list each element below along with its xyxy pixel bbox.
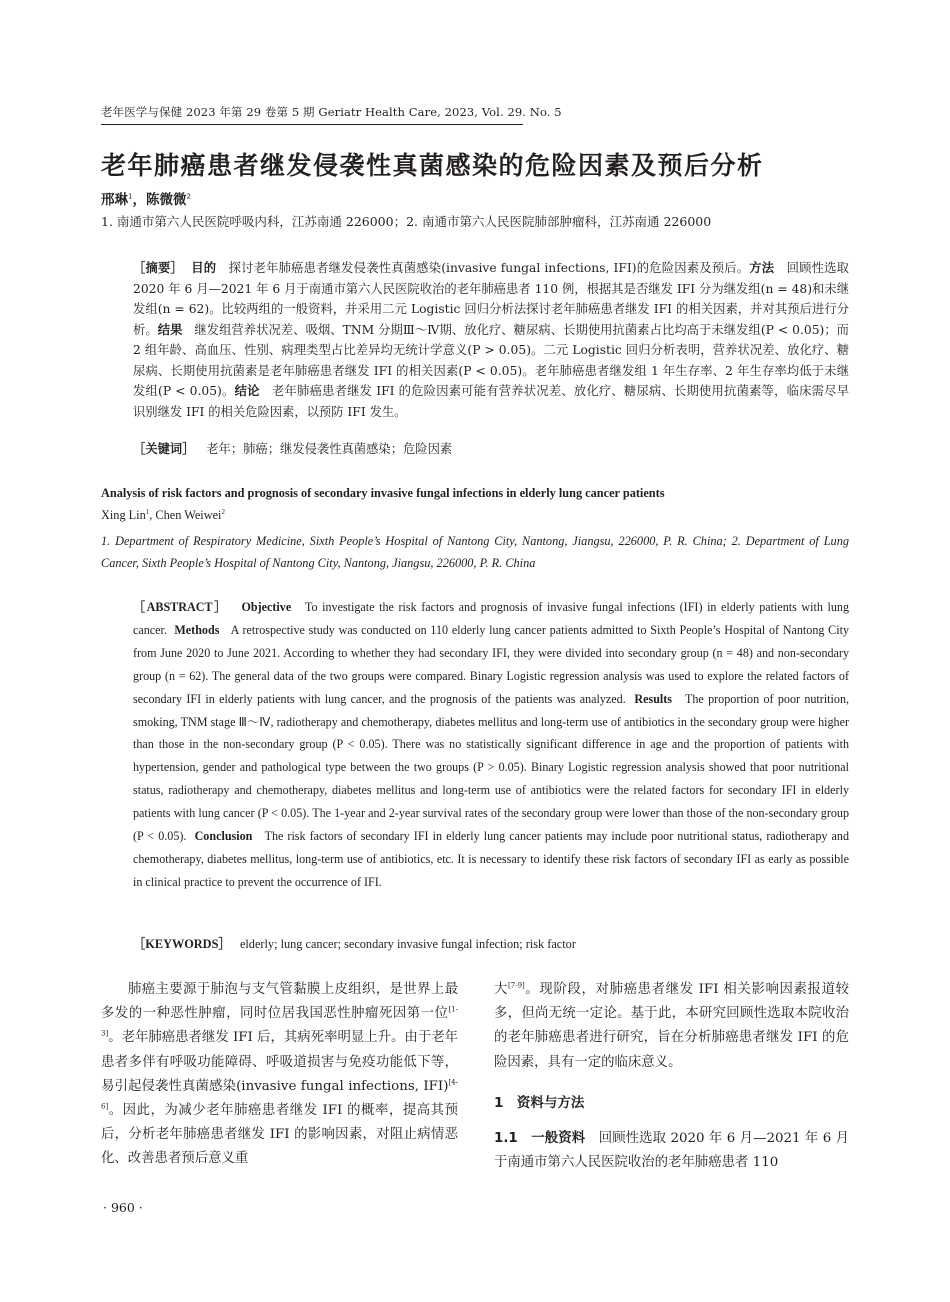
author-en-separator: , (149, 508, 156, 522)
conclusion-en-label: Conclusion (194, 829, 253, 844)
objective-label: 目的 (191, 261, 217, 275)
title-english: Analysis of risk factors and prognosis of secondary invasive fungal infections in elderly lung cancer patients (101, 486, 665, 500)
objective-en-label: Objective (241, 600, 292, 614)
keywords-english (133, 934, 576, 952)
results-en-label: Results (634, 691, 673, 706)
keywords-tag: ［关键词］ (133, 442, 195, 456)
abstract-en-tag: ［ABSTRACT］ (133, 600, 228, 614)
body-column-right (494, 978, 849, 1175)
section-heading: 1 资料与方法 (494, 1094, 585, 1111)
subsection-text: 回顾性选取 2020 年 6 月—2021 年 6 月于南通市第六人民医院收治的老年肺癌患者 110 (494, 1131, 849, 1171)
authors-english (101, 508, 225, 523)
objective-en-text: To investigate the risk factors and prognosis of invasive fungal infections (IFI) in elderly patients with lung cancer. (133, 600, 849, 637)
author-1-en-mark: 1 (145, 507, 150, 516)
keywords-en-text: elderly; lung cancer; secondary invasive fungal infection; risk factor (239, 937, 576, 951)
author-2-mark: 2 (186, 192, 191, 201)
author-separator: ， (132, 192, 146, 208)
intro-text-2: 。老年肺癌患者继发 IFI 后，其病死率明显上升。由于老年患者多伴有呼吸功能障碍、呼吸道损害与免疫功能低下等，易引起侵袭性真菌感染(invasive fungal infections, IFI) (101, 1030, 458, 1094)
intro-continuation (494, 978, 849, 1075)
intro-text-1: 肺癌主要源于肺泡与支气管黏膜上皮组织，是世界上最多发的一种恶性肿瘤，同时位居我国恶性肿瘤死因第一位 (101, 982, 458, 1022)
author-2: 陈微微 (145, 192, 187, 208)
author-2-en-mark: 2 (221, 507, 225, 516)
affiliation-chinese: 1. 南通市第六人民医院呼吸内科，江苏南通 226000；2. 南通市第六人民医院肺部肿瘤科，江苏南通 226000 (101, 214, 712, 229)
subsection-paragraph (494, 1127, 849, 1175)
abstract-chinese (133, 258, 849, 422)
citation: [4-6] (101, 1078, 458, 1111)
authors-chinese (101, 188, 191, 208)
body-column-left (101, 978, 458, 1172)
author-2-en: Chen Weiwei (155, 508, 222, 522)
conclusion-text: 老年肺癌患者继发 IFI 的危险因素可能有营养状况差、放化疗、糖尿病、长期使用抗菌素等，临床需尽早识别继发 IFI 的相关危险因素，以预防 IFI 发生。 (133, 384, 849, 419)
methods-text: 回顾性选取 2020 年 6 月—2021 年 6 月于南通市第六人民医院收治的老年肺癌患者 110 例，根据其是否继发 IFI 分为继发组(n = 48)和未继发组(n = 62)。比较两组的一般资料，并采用二元 Logistic 回归分析法探讨老年肺癌患者继发 IFI 的相关因素，并对其预后进行分析。 (133, 261, 849, 337)
methods-en-label: Methods (174, 622, 220, 637)
keywords-en-tag: ［KEYWORDS］ (133, 937, 231, 951)
subsection-heading: 1.1 一般资料 (494, 1131, 586, 1147)
results-en-text: The proportion of poor nutrition, smoking, TNM stage Ⅲ～Ⅳ, radiotherapy and chemotherapy, diabetes mellitus and long-term use of antibiotics in the secondary group were higher than those in the non-secondary group (P < 0.05). There was no statistically significant difference in age and the proportion of patients with hypertension, gender and pathological type between the two groups (P > 0.05). Binary Logistic regression analysis showed that poor nutritional status, radiotherapy and chemotherapy, diabetes mellitus and long-term use of antibiotics were the related factors for secondary IFI in elderly patients with lung cancer (P < 0.05). The 1-year and 2-year survival rates of the secondary group were lower than those of the non-secondary group (P < 0.05). (133, 691, 850, 844)
title-chinese: 老年肺癌患者继发侵袭性真菌感染的危险因素及预后分析 (101, 151, 764, 180)
intro-text-4: 大 (494, 982, 509, 997)
keywords-text: 老年；肺癌；继发侵袭性真菌感染；危险因素 (206, 442, 453, 456)
abstract-english (133, 596, 849, 894)
citation: [7-9] (508, 981, 525, 990)
affiliation-english: 1. Department of Respiratory Medicine, Sixth People’s Hospital of Nantong City, Nantong, Jiangsu, 226000, P. R. China; 2. Department of Lung Cancer, Sixth People’s Hospital of Nantong City, Nantong, Jiangsu, 226000, P. R. China (101, 534, 849, 570)
author-1: 邢琳 (101, 192, 128, 208)
citation: [1-3] (101, 1005, 458, 1038)
author-1-en: Xing Lin (101, 508, 146, 522)
methods-label: 方法 (749, 261, 775, 275)
intro-text-5: 。现阶段，对肺癌患者继发 IFI 相关影响因素报道较多，但尚无统一定论。基于此，本研究回顾性选取本院收治的老年肺癌患者进行研究，旨在分析肺癌患者继发 IFI 的危险因素，具有一定的临床意义。 (494, 982, 849, 1070)
conclusion-en-text: The risk factors of secondary IFI in elderly lung cancer patients may include poor nutritional status, radiotherapy and chemotherapy, diabetes mellitus, long-term use of antibiotics, etc. It is necessary to identify these risk factors of secondary IFI as early as possible in clinical practice to prevent the occurrence of IFI. (133, 829, 849, 889)
page-number: · 960 · (103, 1200, 143, 1215)
author-1-mark: 1 (128, 192, 133, 201)
results-text: 继发组营养状况差、吸烟、TNM 分期Ⅲ～Ⅳ期、放化疗、糖尿病、长期使用抗菌素占比均高于未继发组(P < 0.05)；而 2 组年龄、高血压、性别、病理类型占比差异均无统计学意义(P > 0.05)。二元 Logistic 回归分析表明，营养状况差、放化疗、糖尿病、长期使用抗菌素是老年肺癌患者继发 IFI 的相关因素(P < 0.05)。老年肺癌患者继发组 1 年生存率、2 年生存率均低于未继发组(P < 0.05)。 (133, 322, 849, 398)
keywords-chinese (133, 439, 452, 457)
running-head: 老年医学与保健 2023 年第 29 卷第 5 期 Geriatr Health Care, 2023, Vol. 29. No. 5 (101, 104, 523, 125)
objective-text: 探讨老年肺癌患者继发侵袭性真菌感染(invasive fungal infections, IFI)的危险因素及预后。 (228, 261, 750, 275)
results-label: 结果 (157, 322, 183, 337)
abstract-tag: ［摘要］ (133, 261, 184, 275)
methods-en-text: A retrospective study was conducted on 110 elderly lung cancer patients admitted to Sixth People’s Hospital of Nantong City from June 2020 to June 2021. According to whether they had secondary IFI, they were divided into secondary group (n = 48) and non-secondary group (n = 62). The general data of the two groups were compared. Binary Logistic regression analysis was used to explore the related factors of secondary IFI in elderly patients with lung cancer, and the prognosis of the patients was analyzed. (133, 622, 850, 706)
intro-text-3: 。因此，为减少老年肺癌患者继发 IFI 的概率，提高其预后，分析老年肺癌患者继发 IFI 的影响因素，对阻止病情恶化、改善患者预后意义重 (101, 1103, 458, 1167)
conclusion-label: 结论 (234, 384, 260, 398)
